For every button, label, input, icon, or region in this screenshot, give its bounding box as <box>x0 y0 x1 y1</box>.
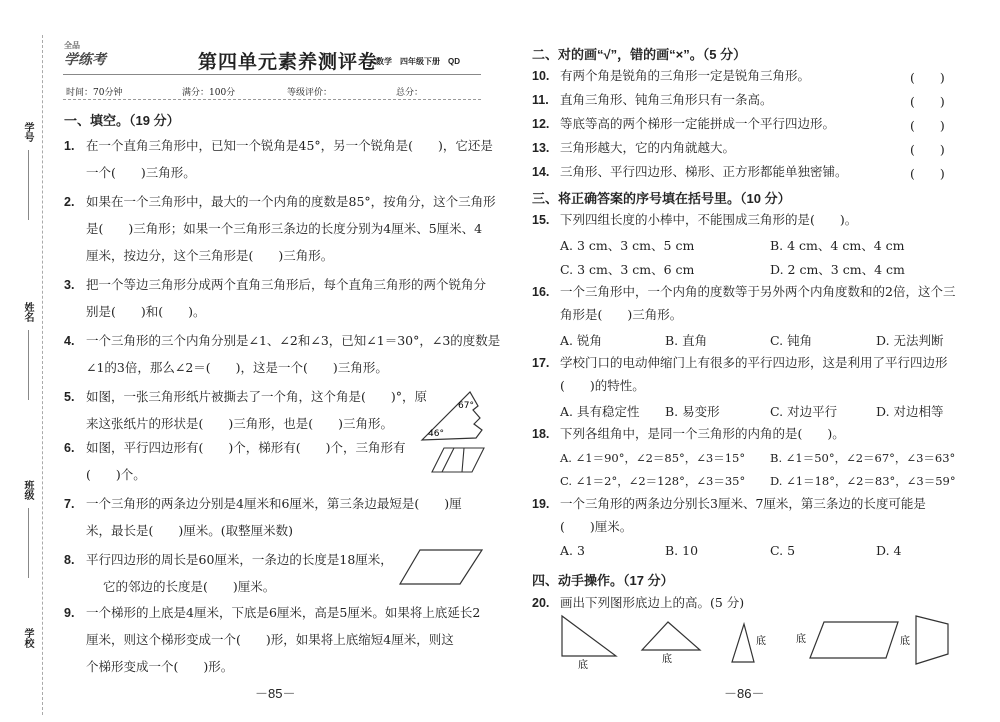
q2-line1: 如果在一个三角形中，最大的一个内角的度数是85°，按角分，这个三角形 <box>86 194 496 209</box>
q16-option-d: D. 无法判断 <box>876 333 944 348</box>
q9-line1: 一个梯形的上底是4厘米，下底是6厘米，高是5厘米。如果将上底延长2 <box>86 605 481 620</box>
q7-number: 7. <box>64 497 75 511</box>
q18-option-a: A. ∠1＝90°，∠2＝85°，∠3＝15° <box>560 451 746 465</box>
q17-option-d: D. 对边相等 <box>876 404 944 419</box>
q15-number: 15. <box>532 213 550 227</box>
q4-line2: ∠1的3倍，那么∠2＝( )，这是一个( )三角形。 <box>86 360 388 375</box>
q4-line1: 一个三角形的三个内角分别是∠1、∠2和∠3，已知∠1＝30°，∠3的度数是 <box>86 333 501 348</box>
parallelogram-base-figure <box>792 618 900 664</box>
q19-option-b: B. 10 <box>665 543 699 558</box>
q16-option-c: C. 钝角 <box>770 333 813 348</box>
q9-line2: 厘米，则这个梯形变成一个( )形，如果将上底缩短4厘米，则这 <box>86 632 454 647</box>
q17-number: 17. <box>532 356 550 370</box>
q19-number: 19. <box>532 497 550 511</box>
base-label-5: 底 <box>900 636 910 647</box>
q8-line2: 它的邻边的长度是( )厘米。 <box>103 579 276 594</box>
q11-answer-paren: ( ) <box>910 94 945 109</box>
q13-answer-paren: ( ) <box>910 142 945 157</box>
q7-line1: 一个三角形的两条边分别是4厘米和6厘米，第三条边最短是( )厘 <box>86 496 462 511</box>
q13-number: 13. <box>532 141 550 155</box>
q12-answer-paren: ( ) <box>910 118 945 133</box>
q20-text: 画出下列图形底边上的高。(5 分) <box>560 595 745 610</box>
page-title: 第四单元素养测评卷 <box>198 51 379 73</box>
q5-number: 5. <box>64 390 75 404</box>
q13-text: 三角形越大，它的内角就越大。 <box>560 140 736 155</box>
meta-total: 总分： <box>396 88 424 98</box>
name-label: 姓名 <box>22 302 33 322</box>
q1-number: 1. <box>64 139 75 153</box>
q10-text: 有两个角是锐角的三角形一定是锐角三角形。 <box>560 68 811 83</box>
q6-line2: ( )个。 <box>86 467 146 482</box>
logo-main-text: 学练考 <box>64 51 106 67</box>
q18-text: 下列各组角中，是同一个三角形的内角的是( )。 <box>560 426 845 441</box>
right-triangle-figure <box>556 612 620 670</box>
q11-text: 直角三角形、钝角三角形只有一条高。 <box>560 92 773 107</box>
q6-number: 6. <box>64 441 75 455</box>
acute-triangle-figure <box>728 620 774 666</box>
q16-line1: 一个三角形中，一个内角的度数等于另外两个内角度数和的2倍，这个三 <box>560 284 956 299</box>
logo <box>64 40 106 69</box>
meta-rule <box>63 99 481 100</box>
q18-option-d: D. ∠1＝18°，∠2＝83°，∠3＝59° <box>770 474 956 488</box>
q19-line1: 一个三角形的两条边分别长3厘米、7厘米，第三条边的长度可能是 <box>560 496 926 511</box>
q16-number: 16. <box>532 285 550 299</box>
q11-number: 11. <box>532 93 549 107</box>
torn-triangle-figure <box>418 386 490 444</box>
q14-answer-paren: ( ) <box>910 166 945 181</box>
q19-option-a: A. 3 <box>560 543 585 558</box>
q7-line2: 米，最长是( )厘米。(取整厘米数) <box>86 523 294 538</box>
q16-line2: 角形是( )三角形。 <box>560 307 683 322</box>
q17-option-b: B. 易变形 <box>665 404 720 419</box>
q6-line1: 如图，平行四边形有( )个，梯形有( )个，三角形有 <box>86 440 406 455</box>
q17-option-c: C. 对边平行 <box>770 404 838 419</box>
q3-line2: 别是( )和( )。 <box>86 304 206 319</box>
q14-text: 三角形、平行四边形、梯形、正方形都能单独密铺。 <box>560 164 848 179</box>
q4-number: 4. <box>64 334 75 348</box>
student-id-label: 学号 <box>22 122 33 142</box>
q8-number: 8. <box>64 553 75 567</box>
section-hands-on-title: 四、动手操作。（17 分） <box>532 573 674 588</box>
q16-option-a: A. 锐角 <box>560 333 602 348</box>
q2-line3: 厘米，按边分，这个三角形是( )三角形。 <box>86 248 334 263</box>
q20-number: 20. <box>532 596 550 610</box>
q17-line2: ( )的特性。 <box>560 378 645 393</box>
base-label-1: 底 <box>578 660 588 670</box>
class-label: 班级 <box>22 480 33 500</box>
section-multiple-choice-title: 三、将正确答案的序号填在括号里。（10 分） <box>532 191 791 206</box>
q15-option-d: D. 2 cm、3 cm、4 cm <box>770 262 905 277</box>
base-label-4: 底 <box>796 634 806 645</box>
section-true-false-title: 二、对的画“√”，错的画“×”。（5 分） <box>532 47 747 62</box>
q2-line2: 是( )三角形；如果一个三角形三条边的长度分别为4厘米、5厘米、4 <box>86 221 483 236</box>
q12-number: 12. <box>532 117 550 131</box>
trapezoid-figure <box>898 612 968 668</box>
q10-answer-paren: ( ) <box>910 70 945 85</box>
q18-option-c: C. ∠1＝2°，∠2＝128°，∠3＝35° <box>560 474 746 488</box>
q19-option-d: D. 4 <box>876 543 902 558</box>
q14-number: 14. <box>532 165 550 179</box>
base-label-2: 底 <box>662 654 672 665</box>
q18-number: 18. <box>532 427 550 441</box>
q17-option-a: A. 具有稳定性 <box>560 404 640 419</box>
q9-number: 9. <box>64 606 75 620</box>
q15-option-c: C. 3 cm、3 cm、6 cm <box>560 262 695 277</box>
right-page <box>500 0 1000 722</box>
q19-option-c: C. 5 <box>770 543 796 558</box>
parallelogram-figure <box>398 548 484 586</box>
q1-line1: 在一个直角三角形中，已知一个锐角是45°，另一个锐角是( )，它还是 <box>86 138 493 153</box>
left-page-number: －85－ <box>255 686 296 701</box>
subject-info: 数学 四年级下册 QD <box>376 57 460 66</box>
q19-line2: ( )厘米。 <box>560 519 633 534</box>
q3-number: 3. <box>64 278 75 292</box>
quad-shapes-figure <box>430 446 486 474</box>
q5-line1: 如图，一张三角形纸片被撕去了一个角，这个角是( )°，原 <box>86 389 428 404</box>
section-fill-blank-title: 一、填空。（19 分） <box>64 113 180 128</box>
q10-number: 10. <box>532 69 550 83</box>
right-page-number: －86－ <box>724 686 765 701</box>
q15-option-b: B. 4 cm、4 cm、4 cm <box>770 238 905 253</box>
fig5-angle-bottom: 46° <box>428 429 444 439</box>
meta-score: 满分：100分 <box>182 88 236 98</box>
q16-option-b: B. 直角 <box>665 333 708 348</box>
q18-option-b: B. ∠1＝50°，∠2＝67°，∠3＝63° <box>770 451 956 465</box>
school-label: 学校 <box>22 628 33 648</box>
q17-line1: 学校门口的电动伸缩门上有很多的平行四边形，这是利用了平行四边形 <box>560 355 948 370</box>
q2-number: 2. <box>64 195 75 209</box>
base-label-3: 底 <box>756 636 766 647</box>
q12-text: 等底等高的两个梯形一定能拼成一个平行四边形。 <box>560 116 836 131</box>
q15-text: 下列四组长度的小棒中，不能围成三角形的是( )。 <box>560 212 858 227</box>
q8-line1: 平行四边形的周长是60厘米，一条边的长度是18厘米， <box>86 552 393 567</box>
logo-top-text: 全品 <box>64 41 80 50</box>
q15-option-a: A. 3 cm、3 cm、5 cm <box>560 238 695 253</box>
header-rule <box>63 74 481 75</box>
q9-line3: 个梯形变成一个( )形。 <box>86 659 234 674</box>
q5-line2: 来这张纸片的形状是( )三角形，也是( )三角形。 <box>86 416 394 431</box>
meta-time: 时间：70分钟 <box>66 88 123 98</box>
q1-line2: 一个( )三角形。 <box>86 165 196 180</box>
meta-grade: 等级评价： <box>287 88 333 98</box>
fig5-angle-top: 67° <box>458 401 474 411</box>
obtuse-triangle-figure <box>638 618 704 666</box>
q3-line1: 把一个等边三角形分成两个直角三角形后，每个直角三角形的两个锐角分 <box>86 277 487 292</box>
